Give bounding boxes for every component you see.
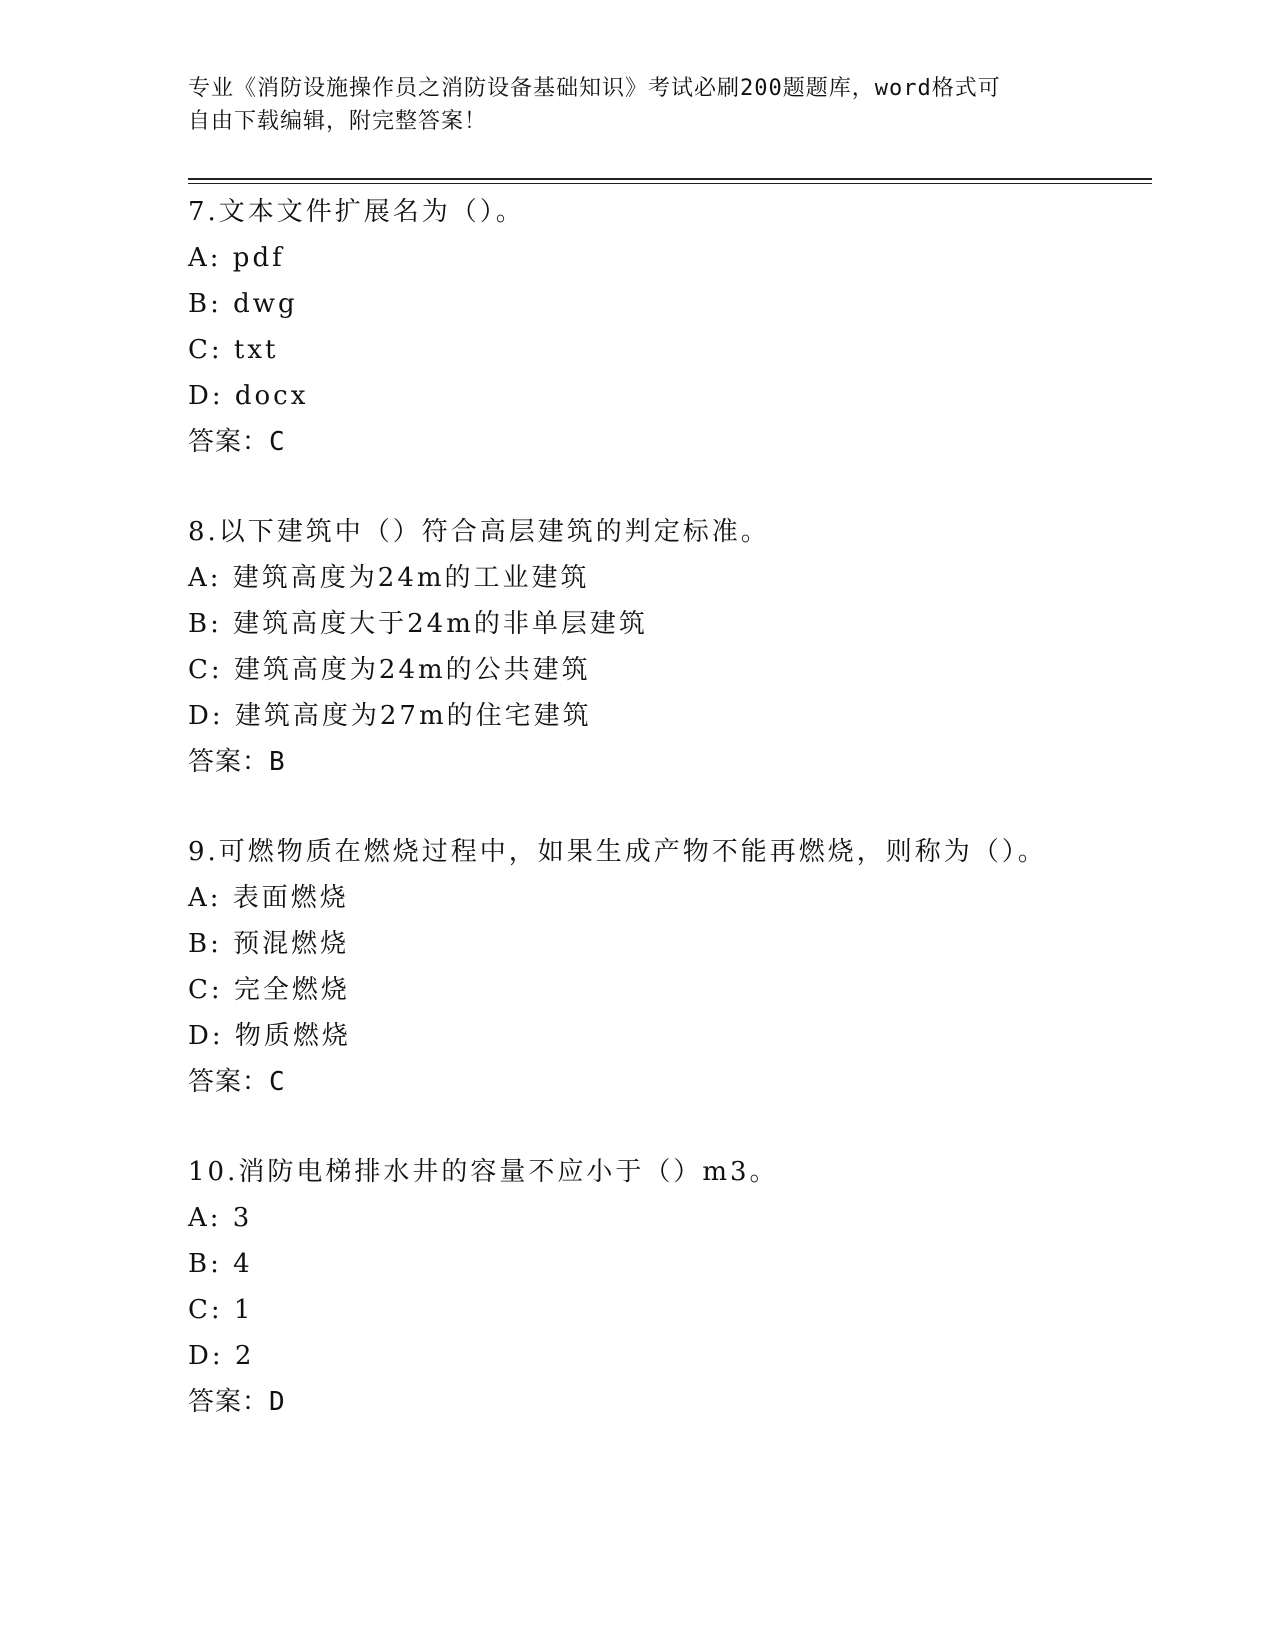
header-divider-thick <box>188 178 1152 180</box>
option-b: B: 4 <box>188 1249 253 1279</box>
option-d: D: 物质燃烧 <box>188 1021 351 1051</box>
question-10 <box>188 1149 1148 1425</box>
question-8 <box>188 509 1148 785</box>
answer: 答案：B <box>188 747 286 777</box>
question-stem: 10.消防电梯排水井的容量不应小于（）m3。 <box>188 1157 779 1187</box>
option-b: B: 预混燃烧 <box>188 929 350 959</box>
question-7 <box>188 189 1148 465</box>
option-b: B: dwg <box>188 289 298 319</box>
header-line-2: 自由下载编辑，附完整答案！ <box>188 109 488 134</box>
header-divider-thin <box>188 183 1152 184</box>
option-a: A: pdf <box>188 243 285 273</box>
header-line-1: 专业《消防设施操作员之消防设备基础知识》考试必刷200题题库，word格式可 <box>188 76 1001 101</box>
question-9 <box>188 829 1148 1105</box>
answer: 答案：D <box>188 1387 286 1417</box>
answer: 答案：C <box>188 427 286 457</box>
option-d: D: 建筑高度为27m的住宅建筑 <box>188 701 592 731</box>
document-header <box>188 72 1088 138</box>
option-c: C: 建筑高度为24m的公共建筑 <box>188 655 591 685</box>
option-c: C: 完全燃烧 <box>188 975 350 1005</box>
option-a: A: 表面燃烧 <box>188 883 349 913</box>
option-c: C: txt <box>188 335 279 365</box>
answer: 答案：C <box>188 1067 286 1097</box>
option-a: A: 建筑高度为24m的工业建筑 <box>188 563 590 593</box>
question-stem: 8.以下建筑中（）符合高层建筑的判定标准。 <box>188 517 770 547</box>
option-d: D: docx <box>188 381 309 411</box>
option-c: C: 1 <box>188 1295 254 1325</box>
question-stem: 7.文本文件扩展名为（）。 <box>188 197 525 227</box>
question-stem: 9.可燃物质在燃烧过程中，如果生成产物不能再燃烧，则称为（）。 <box>188 837 1047 867</box>
option-a: A: 3 <box>188 1203 253 1233</box>
option-b: B: 建筑高度大于24m的非单层建筑 <box>188 609 648 639</box>
option-d: D: 2 <box>188 1341 255 1371</box>
